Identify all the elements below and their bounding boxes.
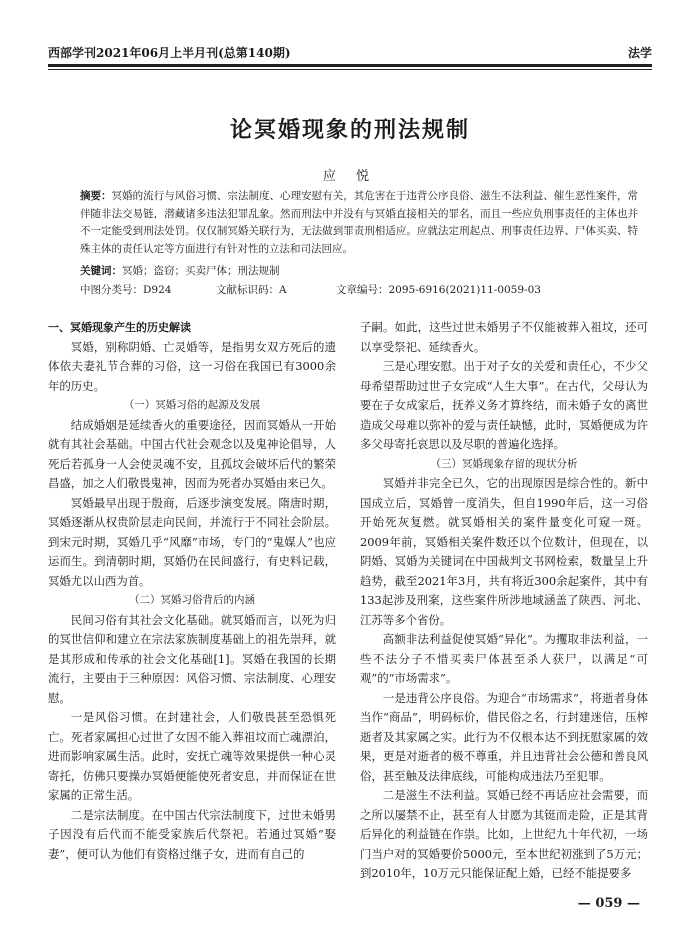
subsection-heading: （三）冥婚现象存留的现状分析 (430, 457, 578, 470)
paragraph: 三是心理安慰。出于对子女的关爱和责任心，不少父母希望帮助过世子女完成“人生大事”。在古代，父母认为要在子女成家后，抚养义务才算终结，而未婚子女的离世造成父母难以弥补的爱与责任缺憾，此时，冥婚便成为许多父母寄托哀思以及尽职的普遍化选择。 (360, 359, 648, 451)
header-rule-thin (48, 69, 652, 70)
article-title: 论冥婚现象的刑法规制 (229, 117, 470, 143)
paragraph: 一是风俗习惯。在封建社会，人们敬畏甚至恐惧死亡。死者家属担心过世了女因不能入葬祖坟而亡魂漂泊，进而影响家属生活。此时，安抚亡魂等效果提供一种心灵寄托，仿佛只要操办冥婚便能使死者安息，并而保证在世家属的正常生活。 (48, 710, 336, 802)
paragraph: 二是宗法制度。在中国古代宗法制度下，过世未婚男子因没有后代而不能受家族后代祭祀。若通过冥婚“娶妻”，便可认为他们有资格过继子女，进而有自己的 (48, 807, 336, 861)
paragraph: 二是滋生不法利益。冥婚已经不再话应社会需要，而之所以屡禁不止，甚至有人甘愿为其铤而走险，正是其背后异化的利益链在作祟。比如，上世纪九十年代初，一场门当户对的冥婚要价5000元，至本世纪初涨到了5万元；到2010年，10万元只能保证配上婚，已经不能提要多 (360, 788, 648, 880)
keywords-text: 冥婚；盗窃；买卖尸体；刑法规制 (122, 265, 280, 277)
subsection-heading: （一）冥婚习俗的起源及发展 (123, 399, 261, 411)
page-number: — 059 — (577, 896, 640, 911)
clc-number: 中图分类号：D924 (80, 284, 172, 296)
right-column (360, 318, 648, 884)
paragraph: 一是违背公序良俗。为迎合“市场需求”，将逝者身体当作“商品”，明码标价，借民俗之名，行封建迷信，压榨逝者及其家属之实。此行为不仅根本达不到抚慰家属的效果，更是对逝者的极不尊重，并且违背社会公德和善良风俗，甚至触及法律底线，可能构成违法乃至犯罪。 (360, 690, 648, 783)
paragraph: 民间习俗有其社会文化基础。就冥婚而言，以死为归的冥世信仰和建立在宗法家族制度基础上的祖先崇拜，就是其形成和传承的社会文化基础[1]。冥婚在我国的长期流行，主要由于三种原因：风俗习惯、宗法制度、心理安慰。 (48, 612, 336, 705)
header-rule-thick (48, 64, 652, 67)
author-name: 应 悦 (322, 169, 378, 184)
abstract (80, 188, 638, 258)
keywords (80, 263, 638, 278)
section-heading: 一、冥婚现象产生的历史解读 (48, 321, 191, 334)
paragraph: 冥婚最早出现于殷商，后逐步演变发展。隋唐时期，冥婚逐渐从权贵阶层走向民间，并流行于不同社会阶层。到宋元时期，冥婚几乎“风靡”市场，专门的“鬼媒人”也应运而生。到清朝时期，冥婚仍在民间盛行，有史料记载，冥婚尤以山西为首。 (48, 495, 336, 588)
paragraph: 子嗣。如此，这些过世未婚男子不仅能被葬入祖坟，还可以享受祭祀、延续香火。 (360, 320, 648, 354)
subsection-heading: （二）冥婚习俗背后的内涵 (129, 594, 255, 606)
paragraph: 结成婚姻是延续香火的重要途径，因而冥婚从一开始就有其社会基础。中国古代社会观念以及鬼神论倡导，人死后若孤身一人会使灵魂不安，且孤坟会破坏后代的繁荣昌盛，加之人们敬畏鬼神，因而为死者办冥婚由来已久。 (48, 417, 336, 490)
abstract-label: 摘要： (80, 190, 112, 202)
abstract-text: 冥婚的流行与风俗习惯、宗法制度、心理安慰有关，其危害在于违背公序良俗、滋生不法利益、催生恶性案件，常伴随非法交易链，潜藏诸多违法犯罪乱象。然而刑法中并没有与冥婚直接相关的罪名，而且一些应负刑事责任的主体也并不一定能受到刑法处罚。仅仅制冥婚关联行为，无法做到罪责刑相适应。应就法定刑起点、刑事责任边界、尸体买卖、特殊主体的责任认定等方面进行有针对性的立法和司法回应。 (80, 190, 639, 255)
paragraph: 冥婚，别称阴婚、亡灵婚等，是指男女双方死后的遗体依夫妻礼节合葬的习俗，这一习俗在我国已有3000余年的历史。 (48, 339, 336, 393)
section-label: 法学 (627, 46, 652, 60)
journal-info: 西部学刊2021年06月上半月刊(总第140期) (48, 46, 291, 60)
paragraph: 冥婚并非完全已久，它的出现原因是综合性的。新中国成立后，冥婚曾一度消失，但自1990年后，这一习俗开始死灰复燃。就冥婚相关的案件量变化可窥一斑。2009年前，冥婚相关案件数还以个位数计，但现在，以阴婚、冥婚为关键词在中国裁判文书网检索，数量呈上升趋势，截至2021年3月，共有将近300余起案件，其中有133起涉及刑案，这些案件所涉地域涵盖了陕西、河北、江苏等多个省份。 (360, 476, 648, 627)
document-code: 文献标识码：A (216, 284, 287, 296)
left-column (48, 318, 336, 864)
keywords-label: 关键词： (80, 265, 122, 277)
article-number: 文章编号：2095-6916(2021)11-0059-03 (336, 284, 541, 296)
paragraph: 高额非法利益促使冥婚“异化”。为攫取非法利益，一些不法分子不惜买卖尸体甚至杀人获尸，以满足“可观”的“市场需求”。 (360, 632, 648, 685)
running-header (48, 44, 652, 62)
